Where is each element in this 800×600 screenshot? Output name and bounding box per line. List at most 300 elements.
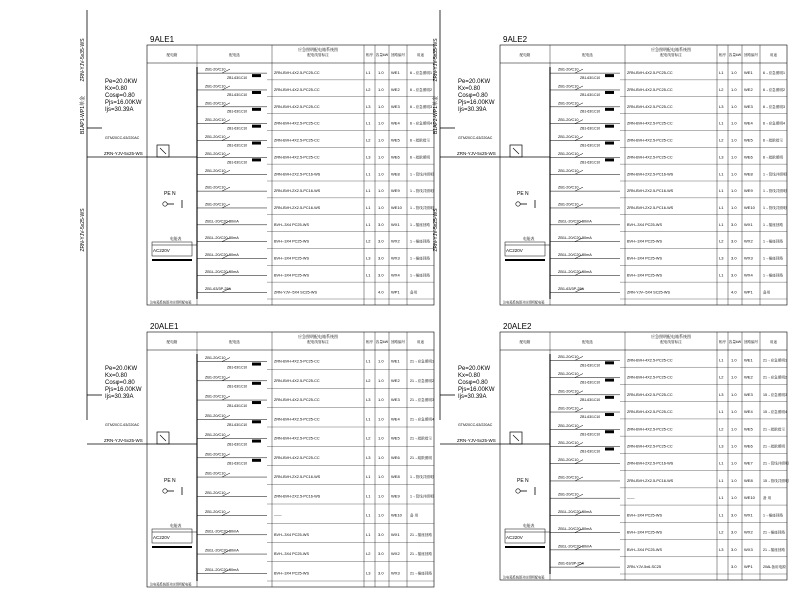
header-cell: 相序	[718, 53, 727, 57]
panel-title: 应急照明配电箱系统图	[298, 334, 338, 339]
header-cell: 回路编号	[743, 53, 759, 57]
phase: L3	[719, 103, 724, 109]
sub-breaker-label: ZB1-63/1C10	[227, 160, 248, 165]
circuit-number: WX3	[744, 546, 753, 552]
breaker-label: ZB1-20/C10	[558, 372, 579, 377]
sub-breaker-label: ZB1-63/1C10	[227, 365, 248, 370]
pe-n-label: PE N	[164, 478, 176, 484]
breaker-label: ZB1-20/C10	[205, 185, 226, 190]
cable-spec: BVH--3X4 PC25-WS	[627, 256, 663, 261]
cable-spec: ZRN-BVH-4X2.5-PC25-CC	[274, 87, 320, 92]
header-cell: 配电线管标注	[660, 53, 682, 57]
circuit-use: 1→插座回路	[410, 256, 430, 261]
circuit-number: WE2	[391, 86, 400, 92]
header-cell: 配电选	[582, 53, 593, 57]
cable-spec: BVH--3X4 PC25-WS	[627, 530, 663, 535]
sub-breaker-label: ZB1-63/1C10	[580, 92, 601, 97]
circuit-number: WE7	[744, 460, 753, 466]
rcd-tag	[605, 108, 614, 111]
phase: L1	[366, 171, 371, 177]
circuit-use: 15→应急照明3	[763, 392, 787, 397]
rcd-tag	[605, 396, 614, 399]
capacity-kw: 1.0	[731, 103, 737, 109]
phase: L2	[719, 426, 724, 432]
cable-spec: ——	[627, 496, 635, 501]
breaker-label: ZB1-20/C10	[558, 101, 579, 106]
circuit-use: 1→管线井照明	[410, 494, 434, 499]
phase: L2	[366, 86, 371, 92]
cable-spec: BVH--3X4 PC25-WS	[274, 222, 310, 227]
circuit-number: WE8	[391, 474, 400, 480]
circuit-use: 21→应急照明2	[410, 378, 434, 383]
incoming-cable: ZRN-YJV-5x25-WS	[104, 438, 143, 443]
rcd-tag	[252, 440, 261, 443]
circuit-use: 6→应急照明1	[410, 71, 432, 76]
breaker-label: ZB1L-20/C20-30mA	[205, 219, 239, 224]
cable-spec: BVH--3X4 PC25-WS	[274, 552, 310, 557]
capacity-kw: 1.0	[378, 358, 384, 364]
circuit-number: WX2	[744, 238, 753, 244]
circuit-number: WE10	[391, 204, 402, 210]
circuit-number: WE3	[744, 391, 753, 397]
note-bar	[152, 259, 192, 261]
breaker-label: ZB1-20/C10	[205, 471, 226, 476]
cable-spec: ZRN-BVH-4X2.5-PC25-CC	[274, 155, 320, 160]
breaker-label: ZB1L-20/C20-30mA	[205, 236, 239, 241]
sub-breaker-label: ZB1-63/1C10	[580, 143, 601, 148]
load-parameter: Pjs=16.00KW	[105, 387, 142, 393]
circuit-number: WX4	[744, 272, 753, 278]
rcd-tag	[605, 447, 614, 450]
breaker-label: ZB1-20/C10	[558, 168, 579, 173]
rcd-tag	[252, 401, 261, 404]
circuit-use: 21→疏散指示	[763, 427, 785, 432]
panel-note: 注电箱系统图对应照明配电箱	[150, 300, 192, 305]
circuit-number: WE6	[744, 443, 753, 449]
capacity-kw: 1.0	[378, 70, 384, 76]
capacity-kw: 4.0	[378, 289, 384, 295]
circuit-number: WE2	[744, 374, 753, 380]
load-parameter: Cosφ=0.80	[105, 380, 135, 386]
breaker-label: ZB1-63/3P-25A	[558, 286, 585, 291]
load-parameter: Pe=20.0KW	[458, 79, 491, 85]
cable-spec: ZRN-BVH-4X2.5-PC25-CC	[627, 358, 673, 363]
circuit-number: WE3	[391, 397, 400, 403]
circuit-use: 21→疏散照明	[763, 444, 785, 449]
breaker-label: ZB1-20/C10	[205, 151, 226, 156]
phase: L3	[719, 443, 724, 449]
circuit-number: WX2	[391, 551, 400, 557]
circuit-number: WX3	[391, 570, 400, 576]
breaker-label: ZB1L-20/C20-30mA	[558, 509, 592, 514]
load-parameter: Cosφ=0.80	[105, 93, 135, 99]
breaker-label: ZB1-20/C10	[205, 394, 226, 399]
riser-mid-label: B1AP1-WP1单金	[80, 95, 86, 135]
circuit-use: 1→管线井照明	[763, 189, 787, 194]
breaker-label: ZB1-20/C10	[558, 389, 579, 394]
breaker-label: ZB1-20/C10	[558, 118, 579, 123]
circuit-use: 1→管线井照明	[410, 205, 434, 210]
phase: L3	[719, 546, 724, 552]
circuit-number: WE2	[744, 86, 753, 92]
breaker-label: ZB1-20/C10	[558, 84, 579, 89]
phase: L3	[366, 255, 371, 261]
sub-breaker-label: ZB1-63/1C10	[580, 126, 601, 131]
cable-spec: ZRN-BVH-4X2.5-PC25-CC	[627, 392, 673, 397]
capacity-kw: 1.0	[731, 357, 737, 363]
breaker-label: ZB1-20/C10	[558, 475, 579, 480]
load-parameter: Kx=0.80	[105, 373, 128, 379]
circuit-use: 1→插座回路	[410, 222, 430, 227]
capacity-kw: 1.0	[378, 86, 384, 92]
circuit-number: WE6	[391, 154, 400, 160]
sub-breaker-label: ZB1-63/1C10	[227, 423, 248, 428]
header-cell: 配电箱	[519, 340, 531, 344]
riser-top-code: ZRN-YJV-5x35-WS	[433, 38, 439, 82]
header-cell: 容量kW	[375, 53, 389, 57]
circuit-use: 21→插座回路	[410, 532, 432, 537]
cable-spec: ZRN-YJV--5X4 SC25-WS	[627, 290, 671, 295]
load-parameter: Pe=20.0KW	[458, 366, 491, 372]
sub-breaker-label: ZB1-63/1C10	[580, 432, 601, 437]
circuit-number: WE3	[391, 103, 400, 109]
capacity-kw: 1.0	[378, 103, 384, 109]
cable-spec: ZRN-BVH-2X2.5-PC16-WS	[274, 475, 321, 480]
panel-note: 注电箱系统图对应照明配电箱	[503, 300, 545, 305]
capacity-kw: 3.0	[731, 221, 737, 227]
panel-title: 应急照明配电箱系统图	[651, 47, 691, 52]
riser-low-code: ZRN-YJV-5x25-WS	[80, 208, 86, 252]
phase: L1	[366, 120, 371, 126]
meter-label: 电能表	[170, 237, 182, 241]
circuit-use: 6→应急照明3	[763, 104, 785, 109]
header-cell: 相序	[365, 340, 374, 344]
circuit-number: WE8	[391, 171, 400, 177]
circuit-use: 6→应急照明4	[763, 121, 785, 126]
breaker-label: ZB1-20/C10	[205, 67, 226, 72]
cable-spec: ZRN-BVH-2X2.5-PC16-WS	[274, 205, 321, 210]
load-parameter: Cosφ=0.80	[458, 380, 488, 386]
capacity-kw: 1.0	[378, 454, 384, 460]
cable-spec: BVH--3X4 PC25-WS	[627, 513, 663, 518]
cable-spec: BVH--3X4 PC25-WS	[274, 256, 310, 261]
circuit-number: WE9	[391, 188, 400, 194]
capacity-kw: 1.0	[378, 188, 384, 194]
phase: L1	[366, 358, 371, 364]
cable-spec: ZRN-BVH-4X2.5-PC25-CC	[274, 455, 320, 460]
circuit-use: 6→应急照明4	[410, 121, 432, 126]
cable-spec: ZRN-BVH-4X2.5-PC25-CC	[274, 71, 320, 76]
circuit-number: WE4	[391, 416, 400, 422]
capacity-kw: 1.0	[731, 154, 737, 160]
phase: L1	[366, 416, 371, 422]
header-cell: 用途	[769, 340, 778, 344]
note-bar	[505, 546, 545, 548]
capacity-kw: 1.0	[731, 495, 737, 501]
circuit-use: 1→插座回路	[763, 273, 783, 278]
breaker-label: ZB1L-20/C20-30mA	[205, 529, 239, 534]
sub-breaker-label: ZB1-63/1C10	[227, 384, 248, 389]
cable-spec: ZRN-BVH-2X2.5-PC16-WS	[274, 189, 321, 194]
header-cell: 配电选	[229, 340, 240, 344]
circuit-use: 备 用	[763, 496, 772, 501]
header-cell: 配电线管标注	[660, 340, 682, 344]
circuit-number: WE1	[744, 70, 753, 76]
rcd-tag	[252, 74, 261, 77]
capacity-kw: 1.0	[731, 460, 737, 466]
phase: L3	[719, 255, 724, 261]
circuit-number: WE1	[391, 358, 400, 364]
circuit-use: 21→插座回路	[763, 547, 785, 552]
breaker-label: ZB1-20/C10	[558, 67, 579, 72]
breaker-label: ZB1L-20/C20-30mA	[558, 527, 592, 532]
cable-spec: ZRN-BVH-4X2.5-PC25-CC	[627, 121, 673, 126]
phase: L2	[366, 551, 371, 557]
ac-supply-label: AC220V	[153, 248, 170, 253]
breaker-label: ZB1-63/3P-25A	[558, 561, 585, 566]
header-cell: 回路编号	[743, 340, 759, 344]
capacity-kw: 1.0	[731, 477, 737, 483]
phase: L2	[366, 435, 371, 441]
phase: L1	[366, 474, 371, 480]
rcd-tag	[605, 361, 614, 364]
phase: L2	[366, 137, 371, 143]
incoming-cable: ZRN-YJV-5x25-WS	[457, 151, 496, 156]
panel-name: 20ALE2	[503, 322, 532, 331]
phase: L2	[366, 377, 371, 383]
cable-spec: ZRN-BVH-2X2.5-PC16-WS	[627, 461, 674, 466]
breaker-label: ZB1-20/C10	[205, 135, 226, 140]
capacity-kw: 1.0	[731, 374, 737, 380]
header-cell: 容量kW	[728, 53, 742, 57]
sub-breaker-label: ZB1-63/1C10	[227, 143, 248, 148]
circuit-use: 21→管线井照明	[763, 461, 789, 466]
phase: L1	[366, 531, 371, 537]
circuit-use: 1→管线井照明	[410, 189, 434, 194]
cable-spec: ZRN-BVH-4X2.5-PC25-CC	[274, 104, 320, 109]
sub-breaker-label: ZB1-63/1C10	[227, 76, 248, 81]
sub-breaker-label: ZB1-63/1C10	[227, 92, 248, 97]
phase: L1	[719, 221, 724, 227]
breaker-label: ZB1L-20/C20-30mA	[558, 236, 592, 241]
load-parameter: Kx=0.80	[458, 373, 481, 379]
sub-breaker-label: ZB1-63/1C10	[580, 160, 601, 165]
circuit-number: WE8	[744, 477, 753, 483]
circuit-number: WE4	[744, 120, 753, 126]
capacity-kw: 1.0	[378, 120, 384, 126]
breaker-label: ZB1-63/3P-25A	[205, 286, 232, 291]
load-parameter: Pjs=16.00KW	[105, 100, 142, 106]
header-cell: 回路编号	[390, 340, 406, 344]
circuit-number: WE10	[744, 204, 755, 210]
cable-spec: ZRN-YJV-5x6-SC25	[627, 565, 661, 570]
phase: L1	[719, 70, 724, 76]
cable-spec: ZRN-BVH-4X2.5-PC25-CC	[274, 417, 320, 422]
rcd-tag	[252, 459, 261, 462]
circuit-number: WE5	[391, 435, 400, 441]
note-bar	[152, 546, 192, 548]
rcd-tag	[605, 125, 614, 128]
pe-n-label: PE N	[517, 478, 529, 484]
phase: L3	[366, 103, 371, 109]
circuit-use: 20AL备用电源	[763, 565, 786, 570]
cable-spec: ZRN-BVH-4X2.5-PC25-CC	[274, 398, 320, 403]
panel-note: 注电箱系统图对应照明配电箱	[150, 582, 192, 587]
breaker-label: ZB1L-20/C20-30mA	[205, 253, 239, 258]
circuit-number: WE5	[744, 426, 753, 432]
ac-supply-label: AC220V	[506, 535, 523, 540]
breaker-label: ZB1L-20/C20-30mA	[205, 269, 239, 274]
capacity-kw: 1.0	[378, 377, 384, 383]
capacity-kw: 1.0	[731, 204, 737, 210]
breaker-label: ZB1-20/C10	[205, 510, 226, 515]
circuit-use: 21→插座回路	[410, 552, 432, 557]
circuit-use: 备 用	[410, 513, 419, 518]
capacity-kw: 1.0	[731, 86, 737, 92]
circuit-number: WE8	[744, 171, 753, 177]
circuit-number: WE9	[391, 493, 400, 499]
circuit-use: 15→应急照明4	[763, 410, 787, 415]
header-cell: 配电线管标注	[307, 53, 329, 57]
circuit-number: WE1	[744, 357, 753, 363]
header-cell: 容量kW	[375, 340, 389, 344]
circuit-number: WE4	[391, 120, 400, 126]
circuit-number: WX1	[744, 512, 753, 518]
capacity-kw: 1.0	[731, 188, 737, 194]
circuit-use: 21→应急照明4	[410, 417, 434, 422]
circuit-use: 21→插座回路	[410, 571, 432, 576]
load-parameter: Pe=20.0KW	[105, 79, 138, 85]
cable-spec: BVH--3X4 PC25-WS	[627, 547, 663, 552]
rcd-tag	[252, 158, 261, 161]
phase: L3	[366, 454, 371, 460]
breaker-label: ZB1-20/C10	[558, 135, 579, 140]
rcd-tag	[605, 74, 614, 77]
meter-label: 电能表	[523, 237, 535, 241]
sub-breaker-label: ZB1-63/1C10	[580, 415, 601, 420]
header-cell: 配电选	[582, 340, 593, 344]
ac-supply-label: AC220V	[506, 248, 523, 253]
capacity-kw: 1.0	[378, 397, 384, 403]
capacity-kw: 1.0	[731, 391, 737, 397]
circuit-use: 1→插座回路	[763, 256, 783, 261]
rcd-tag	[605, 430, 614, 433]
phase: L1	[719, 477, 724, 483]
riser-low-code: ZRN-YJV-5x25-WS	[433, 208, 439, 252]
cable-spec: ZRN-BVH-4X2.5-PC25-CC	[274, 138, 320, 143]
cable-spec: ZRN-BVH-4X2.5-PC25-CC	[274, 359, 320, 364]
phase: L1	[719, 512, 724, 518]
pe-n-label: PE N	[164, 191, 176, 197]
header-cell: 用途	[769, 53, 778, 57]
breaker-label: ZB1L-20/C20-30mA	[558, 219, 592, 224]
phase: L1	[366, 221, 371, 227]
header-cell: 配电箱	[519, 53, 531, 57]
circuit-use: 6→疏散照明	[763, 155, 783, 160]
incoming-cable: ZRN-YJV-5x25-WS	[457, 438, 496, 443]
circuit-number: WE5	[744, 137, 753, 143]
phase: L1	[366, 512, 371, 518]
phase: L1	[366, 204, 371, 210]
circuit-use: 21→应急照明1	[763, 358, 787, 363]
circuit-number: WX3	[744, 255, 753, 261]
meter-label: 电能表	[523, 524, 535, 528]
cable-spec: ZRN-BVH-4X2.5-PC25-CC	[627, 427, 673, 432]
breaker-label: ZB1-20/C10	[205, 118, 226, 123]
capacity-kw: 1.0	[378, 435, 384, 441]
circuit-use: 1→插座回路	[410, 239, 430, 244]
circuit-use: 6→疏散照明	[410, 155, 430, 160]
capacity-kw: 3.0	[378, 570, 384, 576]
panel-title: 应急照明配电箱系统图	[298, 47, 338, 52]
cable-spec: ——	[274, 513, 282, 518]
circuit-number: WE2	[391, 377, 400, 383]
cable-spec: ZRN-BVH-4X2.5-PC25-CC	[274, 121, 320, 126]
main-breaker-label: GTM20CC-63/220AC	[105, 423, 140, 427]
sub-breaker-label: ZB1-63/1C10	[227, 109, 248, 114]
rcd-tag	[605, 158, 614, 161]
breaker-label: ZB1-20/C10	[558, 440, 579, 445]
load-parameter: Pjs=16.00KW	[458, 387, 495, 393]
circuit-number: WX3	[391, 255, 400, 261]
phase: L1	[719, 495, 724, 501]
sub-breaker-label: ZB1-63/1C10	[227, 403, 248, 408]
sub-breaker-label: ZB1-63/1C10	[580, 76, 601, 81]
circuit-use: 备用	[410, 290, 418, 295]
header-cell: 相序	[718, 340, 727, 344]
circuit-number: WE10	[391, 512, 402, 518]
circuit-number: WX1	[391, 221, 400, 227]
ac-supply-label: AC220V	[153, 535, 170, 540]
capacity-kw: 3.0	[378, 221, 384, 227]
capacity-kw: 3.0	[378, 272, 384, 278]
phase: L1	[719, 272, 724, 278]
circuit-use: 1→管线井照明	[410, 172, 434, 177]
capacity-kw: 3.0	[731, 564, 737, 570]
capacity-kw: 1.0	[378, 416, 384, 422]
breaker-label: ZB1-20/C10	[558, 423, 579, 428]
capacity-kw: 3.0	[731, 512, 737, 518]
phase: L1	[719, 409, 724, 415]
circuit-use: 21→应急照明3	[410, 398, 434, 403]
header-cell: 回路编号	[390, 53, 406, 57]
circuit-use: 1→插座回路	[763, 513, 783, 518]
breaker-label: ZB1-20/C10	[558, 406, 579, 411]
cable-spec: ZRN-BVH-4X2.5-PC25-CC	[627, 87, 673, 92]
capacity-kw: 1.0	[378, 512, 384, 518]
circuit-number: WE5	[391, 137, 400, 143]
circuit-use: 1→插座回路	[763, 239, 783, 244]
rcd-tag	[252, 142, 261, 145]
load-parameter: Cosφ=0.80	[458, 93, 488, 99]
capacity-kw: 1.0	[731, 137, 737, 143]
phase: L2	[719, 374, 724, 380]
breaker-label: ZB1-20/C10	[205, 168, 226, 173]
phase: L1	[719, 188, 724, 194]
capacity-kw: 3.0	[731, 272, 737, 278]
breaker-label: ZB1-20/C10	[205, 84, 226, 89]
cable-spec: ZRN-BVH-4X2.5-PC25-CC	[627, 104, 673, 109]
breaker-label: ZB1-20/C10	[205, 413, 226, 418]
cable-spec: ZRN-BVH-4X2.5-PC25-CC	[627, 410, 673, 415]
cable-spec: ZRN-BVH-2X2.5-PC16-WS	[627, 478, 674, 483]
breaker-label: ZB1L-20/C20-30mA	[558, 544, 592, 549]
header-cell: 容量kW	[728, 340, 742, 344]
circuit-number: WE10	[744, 495, 755, 501]
capacity-kw: 1.0	[731, 443, 737, 449]
sub-breaker-label: ZB1-63/1C10	[580, 380, 601, 385]
rcd-tag	[605, 142, 614, 145]
